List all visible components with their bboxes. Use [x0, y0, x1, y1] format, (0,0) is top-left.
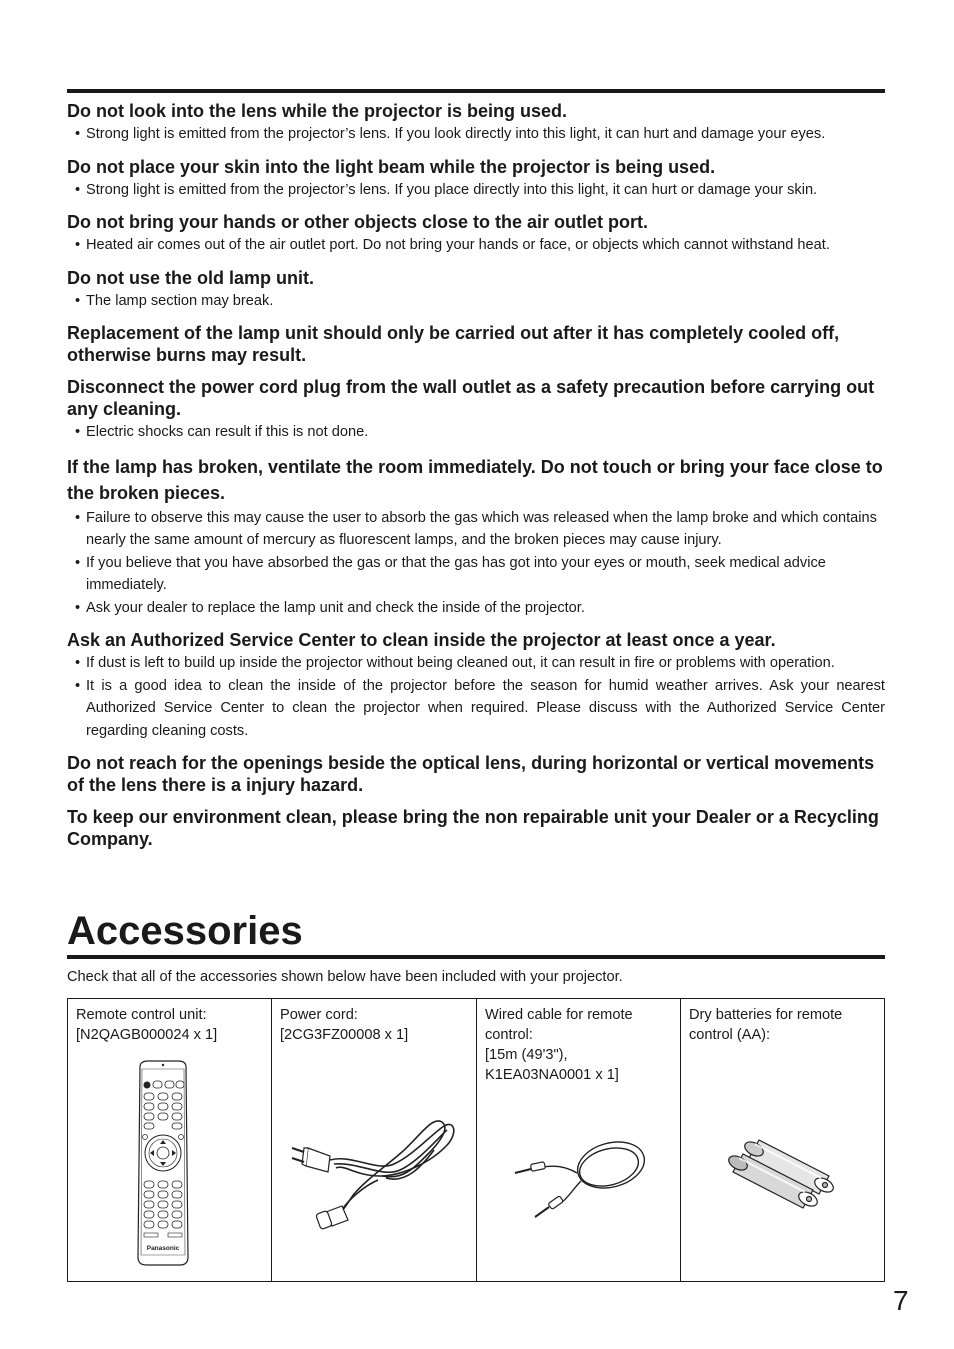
accessory-label: Wired cable for remote: [485, 1007, 633, 1023]
precaution-8: [67, 752, 885, 796]
precaution-9: [67, 806, 885, 850]
accessory-batteries: [681, 999, 884, 1281]
precaution-4: [67, 322, 885, 366]
precaution-1: [67, 156, 885, 202]
accessories-title: Accessories: [67, 909, 303, 953]
precaution-heading: Ask an Authorized Service Center to clean inside the projector at least once a year.: [67, 630, 776, 650]
precaution-bullet: • Strong light is emitted from the projector’s lens. If you place directly into this light, it can hurt or damage your skin.: [67, 179, 885, 202]
precaution-bullet: • Electric shocks can result if this is not done.: [67, 421, 885, 444]
precaution-heading: Do not reach for the openings beside the optical lens, during horizontal or vertical movements of the lens there is a injury hazard.: [67, 753, 875, 795]
page-number: 7: [893, 1285, 909, 1316]
accessories-table: [67, 998, 885, 1282]
accessory-length: [15m (49'3"),: [485, 1047, 568, 1063]
precaution-bullet: • Failure to observe this may cause the user to absorb the gas which was released when the lamp broke and which contains nearly the same amount of mercury as fluorescent lamps, and the broken pieces may cause injury.: [67, 507, 885, 552]
accessories-rule: [67, 955, 885, 959]
precaution-heading: Do not place your skin into the light beam while the projector is being used.: [67, 156, 716, 177]
precaution-heading: To keep our environment clean, please bring the non repairable unit your Dealer or a Recycling Company.: [67, 807, 879, 849]
precaution-3: [67, 267, 885, 313]
top-rule: [67, 89, 885, 93]
accessory-part-number: [N2QAGB000024 x 1]: [76, 1027, 218, 1043]
power-cord-icon: [282, 1114, 462, 1234]
precaution-bullet: • If dust is left to build up inside the projector without being cleaned out, it can result in fire or problems with operation.: [67, 652, 885, 675]
batteries-icon: [725, 1134, 845, 1214]
remote-brand-label: Panasonic: [146, 1245, 180, 1252]
precaution-bullet: • Ask your dealer to replace the lamp unit and check the inside of the projector.: [67, 597, 885, 620]
accessory-part-number: K1EA03NA0001 x 1]: [485, 1067, 619, 1083]
precaution-heading: Replacement of the lamp unit should only be carried out after it has completely cooled off, otherwise burns may result.: [67, 323, 840, 365]
precaution-5: [67, 376, 885, 444]
precaution-bullet: • It is a good idea to clean the inside of the projector before the season for humid weather arrives. Ask your nearest Authorized Service Center to clean the projector when required. Please discuss with the Authorized Service Center regarding cleaning costs.: [67, 675, 885, 743]
precaution-bullet: • The lamp section may break.: [67, 290, 885, 313]
accessory-remote-control: [68, 999, 272, 1281]
remote-control-icon: [134, 1059, 192, 1269]
precaution-heading: Do not use the old lamp unit.: [67, 267, 314, 288]
accessory-label: Power cord:: [280, 1007, 358, 1023]
accessory-part-number: [2CG3FZ00008 x 1]: [280, 1027, 409, 1043]
precaution-heading: Do not look into the lens while the projector is being used.: [67, 101, 568, 121]
precaution-bullet: • If you believe that you have absorbed the gas or that the gas has got into your eyes or mouth, seek medical advice immediately.: [67, 552, 885, 597]
accessories-intro: Check that all of the accessories shown below have been included with your projector.: [67, 969, 623, 985]
accessory-wired-cable: [477, 999, 681, 1281]
accessory-power-cord: [272, 999, 477, 1281]
accessory-label-cont: control (AA):: [689, 1027, 771, 1043]
wired-cable-icon: [511, 1127, 651, 1219]
precaution-bullet: • Heated air comes out of the air outlet port. Do not bring your hands or face, or objects which cannot withstand heat.: [67, 234, 885, 257]
accessory-label: Dry batteries for remote: [689, 1007, 843, 1023]
precaution-heading: Do not bring your hands or other objects close to the air outlet port.: [67, 212, 649, 232]
precaution-0: [67, 100, 885, 146]
precaution-heading: Disconnect the power cord plug from the wall outlet as a safety precaution before carrying out any cleaning.: [67, 377, 875, 419]
accessory-label-cont: control:: [485, 1027, 533, 1043]
accessory-label: Remote control unit:: [76, 1007, 207, 1023]
precaution-bullet: • Strong light is emitted from the projector’s lens. If you look directly into this light, it can hurt and damage your eyes.: [67, 123, 885, 146]
precaution-6: [67, 454, 885, 620]
precaution-heading: If the lamp has broken, ventilate the room immediately. Do not touch or bring your face close to the broken pieces.: [67, 456, 883, 503]
precaution-7: [67, 629, 885, 742]
safety-precautions: [67, 100, 885, 860]
precaution-2: [67, 211, 885, 257]
